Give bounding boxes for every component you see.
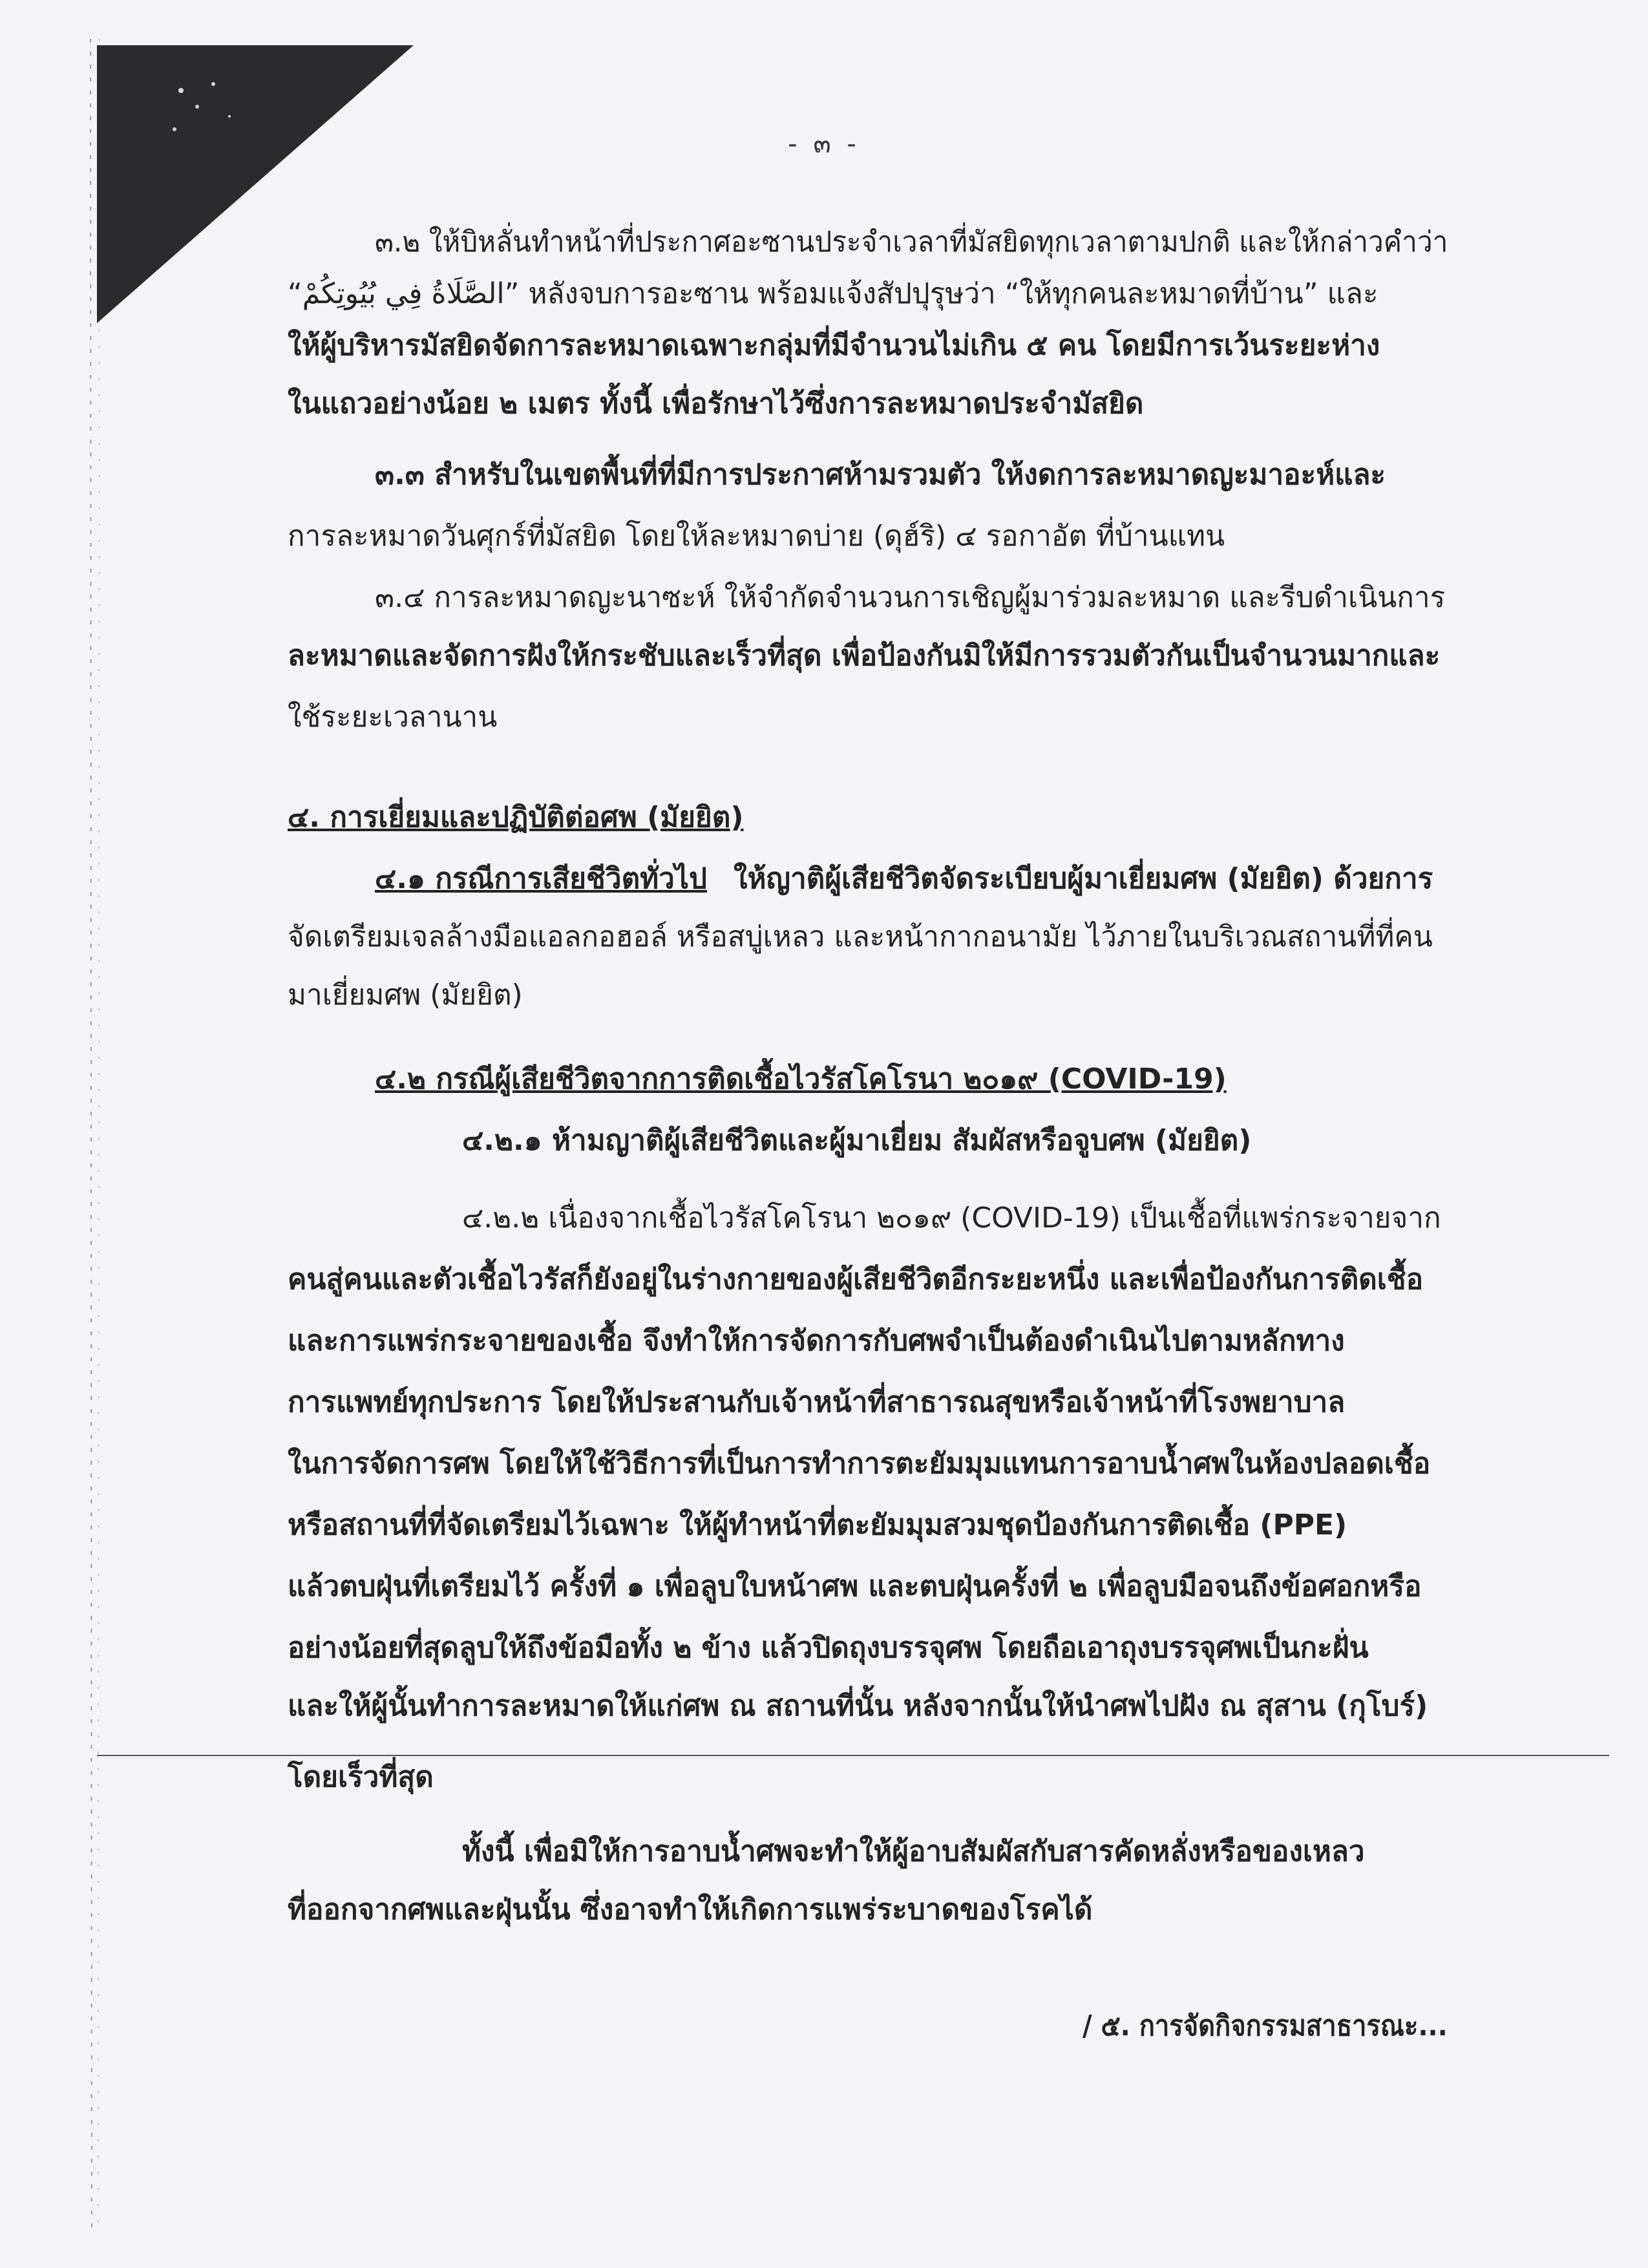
para-3-2-line-1: ๓.๒ ให้บิหลั่นทำหน้าที่ประกาศอะซานประจำเวลาที่มัสยิดทุกเวลาตามปกติ และให้กล่าวคำว่า [375,226,1448,259]
para-4-1-line-2: จัดเตรียมเจลล้างมือแอลกอฮอล์ หรือสบู่เหลว และหน้ากากอนามัย ไว้ภายในบริเวณสถานที่ที่คน [288,920,1433,953]
para-3-3-line-2: การละหมาดวันศุกร์ที่มัสยิด โดยให้ละหมาดบ่าย (ดุฮ์ริ) ๔ รอกาอัต ที่บ้านแทน [288,520,1225,553]
para-4-2-2-line-7: แล้วตบฝุ่นที่เตรียมไว้ ครั้งที่ ๑ เพื่อลูบใบหน้าศพ และตบฝุ่นครั้งที่ ๒ เพื่อลูบมือจนถึงข้อศอกหรือ [288,1570,1422,1603]
para-4-2-2-line-6: หรือสถานที่ที่จัดเตรียมไว้เฉพาะ ให้ผู้ทำหน้าที่ตะยัมมุมสวมชุดป้องกันการติดเชื้อ (PPE) [288,1509,1347,1542]
scan-fold-line [97,1755,1609,1756]
section-4-2-heading: ๔.๒ กรณีผู้เสียชีวิตจากการติดเชื้อไวรัสโคโรนา ๒๐๑๙ (COVID-19) [375,1063,1227,1096]
para-4-1-line-3: มาเยี่ยมศพ (มัยยิต) [288,979,523,1012]
para-3-3-line-1: ๓.๓ สำหรับในเขตพื้นที่ที่มีการประกาศห้ามรวมตัว ให้งดการละหมาดญะมาอะห์และ [375,458,1386,491]
para-3-2-line-2: “الصَّلَاةُ فِي بُيُوتِكُمْ” หลังจบการอะซาน พร้อมแจ้งสัปปุรุษว่า “ให้ทุกคนละหมาดที่บ้าน” และ [288,277,1379,310]
para-4-2-2-line-1: ๔.๒.๒ เนื่องจากเชื้อไวรัสโคโรนา ๒๐๑๙ (COVID-19) เป็นเชื้อที่แพร่กระจายจาก [462,1202,1441,1235]
section-4-heading: ๔. การเยี่ยมและปฏิบัติต่อศพ (มัยยิต) [288,801,744,834]
para-4-2-2-line-8: อย่างน้อยที่สุดลูบให้ถึงข้อมือทั้ง ๒ ข้าง แล้วปิดถุงบรรจุศพ โดยถือเอาถุงบรรจุศพเป็นกะฝั่น [288,1631,1369,1664]
para-4-2-2-line-5: ในการจัดการศพ โดยให้ใช้วิธีการที่เป็นการทำการตะยัมมุมแทนการอาบน้ำศพในห้องปลอดเชื้อ [288,1447,1431,1480]
continuation-footer: / ๕. การจัดกิจกรรมสาธารณะ... [1083,2009,1448,2042]
page-number: - ๓ - [788,129,860,159]
para-3-2-line-4: ในแถวอย่างน้อย ๒ เมตร ทั้งนี้ เพื่อรักษาไว้ซึ่งการละหมาดประจำมัสยิด [288,387,1144,420]
para-3-4-line-2: ละหมาดและจัดการฝังให้กระชับและเร็วที่สุด เพื่อป้องกันมิให้มีการรวมตัวกันเป็นจำนวนมากและ [288,639,1441,672]
para-4-2-2-line-3: และการแพร่กระจายของเชื้อ จึงทำให้การจัดการกับศพจำเป็นต้องดำเนินไปตามหลักทาง [288,1324,1345,1357]
para-note-line-1: ทั้งนี้ เพื่อมิให้การอาบน้ำศพจะทำให้ผู้อาบสัมผัสกับสารคัดหลั่งหรือของเหลว [462,1835,1365,1868]
para-4-2-2-line-2: คนสู่คนและตัวเชื้อไวรัสก็ยังอยู่ในร่างกายของผู้เสียชีวิตอีกระยะหนึ่ง และเพื่อป้องกันการติดเชื้อ [288,1263,1424,1296]
para-4-1-line-1: ให้ญาติผู้เสียชีวิตจัดระเบียบผู้มาเยี่ยมศพ (มัยยิต) ด้วยการ [734,862,1433,895]
para-3-4-line-3: ใช้ระยะเวลานาน [288,701,498,734]
para-note-line-2: ที่ออกจากศพและฝุ่นนั้น ซึ่งอาจทำให้เกิดการแพร่ระบาดของโรคได้ [288,1893,1093,1926]
para-4-2-2-line-10: โดยเร็วที่สุด [288,1761,434,1794]
section-4-1-heading: ๔.๑ กรณีการเสียชีวิตทั่วไป [375,862,707,895]
para-4-2-1: ๔.๒.๑ ห้ามญาติผู้เสียชีวิตและผู้มาเยี่ยม สัมผัสหรือจูบศพ (มัยยิต) [462,1124,1252,1157]
para-4-2-2-line-4: การแพทย์ทุกประการ โดยให้ประสานกับเจ้าหน้าที่สาธารณสุขหรือเจ้าหน้าที่โรงพยาบาล [288,1386,1346,1419]
para-3-4-line-1: ๓.๔ การละหมาดญะนาซะห์ ให้จำกัดจำนวนการเชิญผู้มาร่วมละหมาด และรีบดำเนินการ [375,581,1446,614]
para-4-2-2-line-9: และให้ผู้นั้นทำการละหมาดให้แก่ศพ ณ สถานที่นั้น หลังจากนั้นให้นำศพไปฝัง ณ สุสาน (กุโบร์) [288,1690,1428,1722]
para-3-2-line-3: ให้ผู้บริหารมัสยิดจัดการละหมาดเฉพาะกลุ่มที่มีจำนวนไม่เกิน ๕ คน โดยมีการเว้นระยะห่าง [288,329,1380,362]
binding-edge-noise [84,39,110,2236]
